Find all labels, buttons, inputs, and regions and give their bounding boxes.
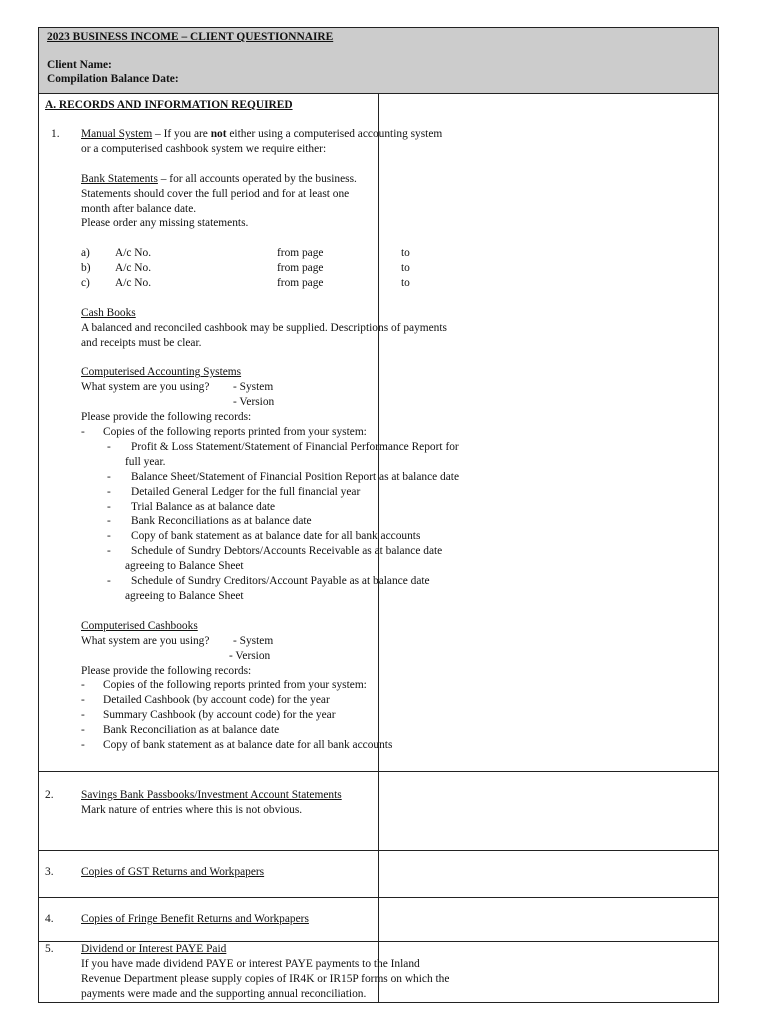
from-page-label: from page — [277, 262, 324, 275]
bank-text: – for all accounts operated by the business. — [157, 172, 357, 185]
to-label: to — [401, 262, 410, 275]
from-page-label: from page — [277, 247, 324, 260]
response-cell[interactable] — [379, 942, 719, 1003]
balance-date-label: Compilation Balance Date: — [47, 73, 179, 85]
provide-records-text: Please provide the following records: — [81, 664, 252, 677]
cashbook-item: Copy of bank statement as at balance date for all bank accounts — [103, 739, 393, 752]
to-label: to — [401, 247, 410, 260]
dividend-line-1: If you have made dividend PAYE or interest PAYE payments to the Inland — [81, 957, 420, 970]
report-item: Trial Balance as at balance date — [131, 500, 276, 513]
dividend-paye-label: Dividend or Interest PAYE Paid — [81, 943, 227, 955]
report-item-cont: full year. — [125, 455, 166, 468]
report-item: Profit & Loss Statement/Statement of Financial Performance Report for — [131, 440, 459, 453]
account-row — [81, 261, 410, 276]
bank-line-3: month after balance date. — [81, 202, 197, 215]
item-1-cell — [39, 94, 460, 772]
version-label: - Version — [229, 649, 271, 662]
item-number: 5. — [45, 943, 54, 955]
section-a-title: A. RECORDS AND INFORMATION REQUIRED — [45, 99, 293, 111]
item-number: 1. — [51, 128, 60, 140]
dash: - — [107, 470, 111, 483]
item-5-cell — [39, 942, 450, 1003]
dash: - — [107, 440, 111, 453]
dash: - — [81, 679, 85, 692]
account-letter: c) — [81, 277, 90, 289]
response-cell[interactable] — [379, 851, 719, 898]
computerised-cashbooks-label: Computerised Cashbooks — [81, 619, 198, 632]
cashbook-item: Detailed Cashbook (by account code) for the year — [103, 694, 330, 707]
system-question: What system are you using? — [81, 381, 210, 394]
questionnaire-table — [38, 27, 719, 1003]
dash: - — [107, 515, 111, 528]
manual-text-2: either using a computerised accounting system — [226, 128, 443, 140]
cash-line-2: and receipts must be clear. — [81, 336, 202, 349]
manual-text: – If you are — [152, 128, 211, 140]
dash: - — [107, 485, 111, 498]
computerised-accounting-label: Computerised Accounting Systems — [81, 366, 242, 379]
questionnaire-document — [38, 27, 719, 1003]
to-label: to — [401, 277, 410, 289]
report-item-cont: agreeing to Balance Sheet — [125, 589, 244, 602]
cashbook-item: Bank Reconciliation as at balance date — [103, 724, 280, 737]
report-item: Detailed General Ledger for the full financial year — [131, 485, 361, 498]
gst-returns-label: Copies of GST Returns and Workpapers — [81, 866, 265, 878]
account-number-label: A/c No. — [115, 247, 152, 260]
copies-text: Copies of the following reports printed from your system: — [103, 426, 367, 439]
savings-text: Mark nature of entries where this is not obvious. — [81, 803, 303, 816]
manual-line-2: or a computerised cashbook system we require either: — [81, 142, 327, 155]
system-question: What system are you using? — [81, 634, 210, 647]
report-item-cont: agreeing to Balance Sheet — [125, 560, 244, 573]
cashbook-item: Copies of the following reports printed from your system: — [103, 679, 367, 692]
response-cell[interactable] — [379, 94, 719, 772]
fringe-benefit-label: Copies of Fringe Benefit Returns and Workpapers — [81, 913, 309, 925]
response-cell[interactable] — [379, 772, 719, 851]
dash: - — [81, 724, 85, 737]
report-item: Bank Reconciliations as at balance date — [131, 515, 312, 528]
account-letter: b) — [81, 262, 91, 275]
provide-records-text: Please provide the following records: — [81, 411, 252, 424]
cashbook-item: Summary Cashbook (by account code) for the year — [103, 709, 336, 722]
system-label: - System — [233, 634, 274, 647]
item-4-cell — [39, 898, 379, 942]
dividend-line-2: Revenue Department please supply copies of IR4K or IR15P forms on which the — [81, 972, 450, 985]
manual-bold: not — [210, 128, 227, 140]
report-item: Balance Sheet/Statement of Financial Position Report as at balance date — [131, 470, 460, 483]
account-number-label: A/c No. — [115, 277, 152, 289]
document-title: 2023 BUSINESS INCOME – CLIENT QUESTIONNAIRE — [47, 31, 334, 43]
dash: - — [81, 709, 85, 722]
account-number-label: A/c No. — [115, 262, 152, 275]
savings-label: Savings Bank Passbooks/Investment Account Statements — [81, 789, 342, 801]
manual-system-label: Manual System — [81, 128, 153, 140]
dash: - — [107, 530, 111, 543]
report-item: Copy of bank statement as at balance date for all bank accounts — [131, 530, 421, 543]
bank-line-4: Please order any missing statements. — [81, 217, 249, 230]
account-row — [81, 246, 410, 261]
report-item: Schedule of Sundry Creditors/Account Payable as at balance date — [131, 575, 430, 588]
dash: - — [107, 575, 111, 588]
dash: - — [81, 694, 85, 707]
client-name-label: Client Name: — [47, 59, 112, 71]
account-letter: a) — [81, 247, 90, 260]
bank-line-2: Statements should cover the full period and for at least one — [81, 187, 350, 200]
header-cell — [39, 28, 719, 94]
system-label: - System — [233, 381, 274, 394]
dividend-line-3: payments were made and the supporting annual reconciliation. — [81, 987, 367, 1000]
dash: - — [107, 545, 111, 558]
cash-line-1: A balanced and reconciled cashbook may be supplied. Descriptions of payments — [81, 321, 447, 334]
cash-books-label: Cash Books — [81, 306, 136, 319]
item-2-cell — [39, 772, 379, 851]
dash: - — [81, 739, 85, 752]
item-number: 4. — [45, 913, 54, 925]
account-row — [81, 276, 410, 291]
item-number: 2. — [45, 789, 54, 801]
report-item: Schedule of Sundry Debtors/Accounts Receivable as at balance date — [131, 545, 443, 558]
bank-statements-label: Bank Statements — [81, 172, 158, 185]
item-3-cell — [39, 851, 379, 898]
response-cell[interactable] — [379, 898, 719, 942]
dash: - — [107, 500, 111, 513]
from-page-label: from page — [277, 277, 324, 289]
item-number: 3. — [45, 866, 54, 878]
version-label: - Version — [233, 396, 275, 409]
dash: - — [81, 426, 85, 439]
